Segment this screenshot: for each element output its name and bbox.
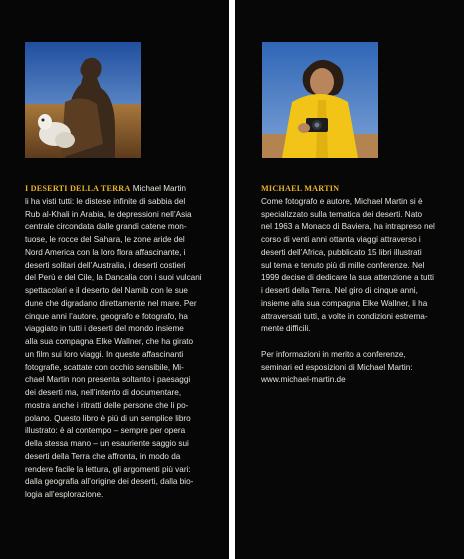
description-line: chael Martin non presenta soltanto i paesaggi <box>25 375 191 385</box>
description-line: dune che digradano direttamente nel mare. Per <box>25 298 197 308</box>
description-line: un film sui loro viaggi. In queste affascinanti <box>25 349 184 359</box>
bio-line: 1999 decise di dedicare la sua attenzione a tutti <box>261 273 434 283</box>
bio-line: sul tema e tenuto più di mille conferenze. Nel <box>261 260 425 270</box>
author-portrait-photo <box>262 42 378 158</box>
description-line: alla sua compagna Elke Wallner, che ha girato <box>25 337 194 346</box>
bio-line: deserti dell’Africa, pubblicato 15 libri illustrati <box>261 247 422 257</box>
bio-line: i deserti della Terra. Nel giro di cinque anni, <box>261 286 418 295</box>
description-line: cinque anni l’autore, geografo e fotografo, ha <box>25 311 188 321</box>
description-line: rendere facile la lettura, gli argomenti più vari: <box>25 464 191 474</box>
bio-line: insieme alla sua compagna Elke Wallner, li ha <box>261 298 428 308</box>
description-line: viaggiato in tutti i deserti del mondo insieme <box>25 324 184 334</box>
info-line: Per informazioni in merito a conferenze, <box>261 349 406 359</box>
description-line: dalla geografia all’origine dei deserti, dalla bio- <box>25 477 194 487</box>
description-line: deserti solitari dell’Australia, i deserti costieri <box>25 260 186 270</box>
description-line: tuose, le rocce del Sahara, le zone aride del <box>25 235 185 244</box>
bio-line: specializzato sulla tematica dei deserti. Nato <box>261 209 423 219</box>
description-first-line <box>25 183 205 196</box>
author-bio <box>261 183 447 387</box>
paragraph-gap <box>261 336 447 349</box>
bio-line: nel 1963 a Monaco di Baviera, ha intrapreso nel <box>261 222 435 232</box>
description-line: mostra anche i ritratti delle persone che li po- <box>25 400 189 410</box>
bio-line: Come fotografo e autore, Michael Martin si è <box>261 196 423 206</box>
info-line: seminari ed esposizioni di Michael Martin: <box>261 362 413 372</box>
description-line: Rub al-Khali in Arabia, le depressioni nell’Asia <box>25 209 192 219</box>
description-line: del Perù e del Cile, la Dancalia con i suoi vulcani <box>25 273 202 283</box>
description-line: centrale circondata dalle grandi catene mon- <box>25 222 187 232</box>
website-link[interactable]: www.michael-martin.de <box>261 375 346 385</box>
book-description <box>25 183 205 502</box>
book-title-heading: I DESERTI DELLA TERRA <box>25 184 131 193</box>
description-line: polano. Questo libro è più di un semplice libro <box>25 413 191 423</box>
desert-nomad-photo <box>25 42 141 158</box>
description-line: illustrato: è al contempo – sempre per opera <box>25 426 186 436</box>
description-line: fotografie, scattate con occhio sensibile, Mi- <box>25 362 184 372</box>
bio-line: corso di venti anni ottanta viaggi attraverso i <box>261 235 421 244</box>
bio-line: attraversati tutti, a volte in condizioni estrema- <box>261 311 428 321</box>
description-line: li ha visti tutti: le distese infinite di sabbia del <box>25 196 186 206</box>
description-line: della stessa mano – un esauriente saggio sui <box>25 439 189 448</box>
author-name-heading: MICHAEL MARTIN <box>261 184 340 193</box>
bio-line: mente difficili. <box>261 324 311 334</box>
description-line: spettacolari e il deserto del Namib con le sue <box>25 286 188 295</box>
description-line: Nord America con la loro flora affascinante, i <box>25 247 186 257</box>
description-line: dei deserti ma, nell’intento di documentare, <box>25 388 182 397</box>
description-line: deserti della Terra che affronta, in modo da <box>25 451 181 461</box>
description-line: Michael Martin <box>132 184 186 193</box>
description-line: logia all’esplorazione. <box>25 490 104 499</box>
